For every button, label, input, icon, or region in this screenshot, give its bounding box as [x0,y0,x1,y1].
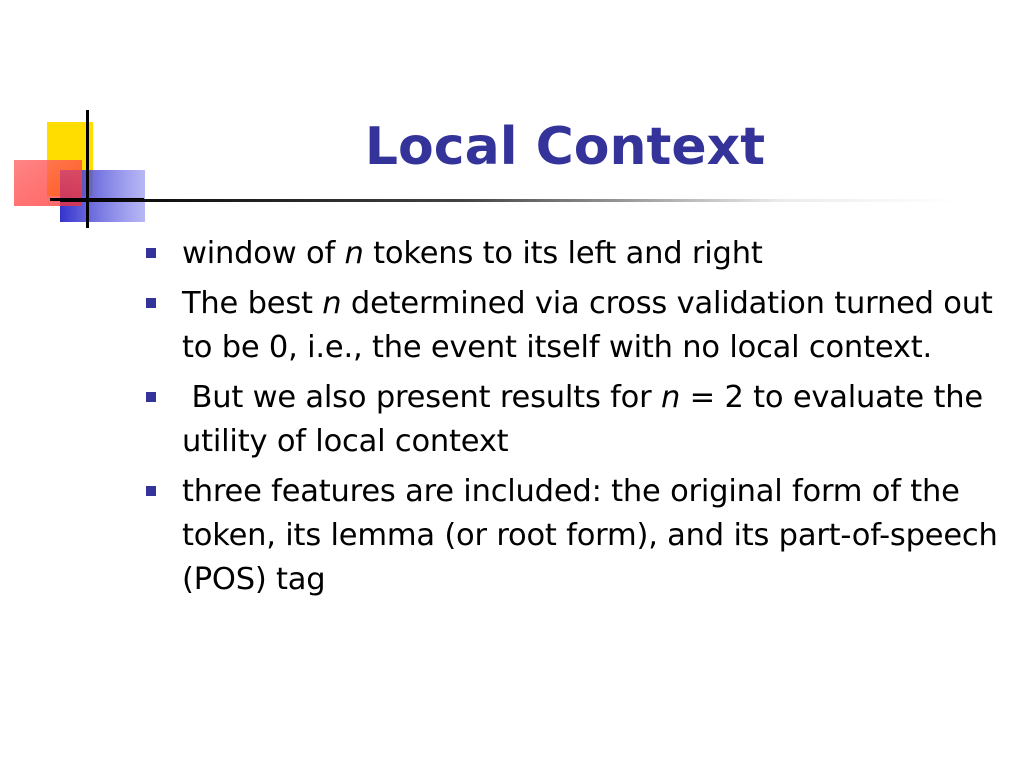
italic-variable: n [344,236,364,271]
bullet-square-icon [146,248,156,258]
text-run: = 2 to evaluate the utility of local context [182,380,993,459]
bullet-square-icon [146,298,156,308]
text-run: three features are included: the original form of the token, its lemma (or root form), and its part-of-speech (POS) tag [182,474,1008,597]
bullet-item [182,470,1012,602]
bullet-item [182,376,1012,464]
text-run: But we also present results for [182,380,661,415]
text-run: tokens to its left and right [363,236,763,271]
bullet-item [182,232,1012,276]
bullet-text [182,474,1007,597]
text-run: window of [182,236,345,271]
bullet-square-icon [146,392,156,402]
slide-title: Local Context [364,117,766,177]
bullet-text [182,380,992,459]
title-divider-line [60,199,960,202]
bullet-text [182,236,763,271]
text-run: determined via cross validation turned out to be 0, i.e., the event itself with no local context. [182,286,1003,365]
bullet-square-icon [146,486,156,496]
italic-variable: n [660,380,681,415]
text-run: The best [182,286,323,321]
bullet-item [182,282,1012,370]
bullet-text [182,286,1002,365]
bullet-list [182,232,1012,608]
italic-variable: n [322,286,342,321]
